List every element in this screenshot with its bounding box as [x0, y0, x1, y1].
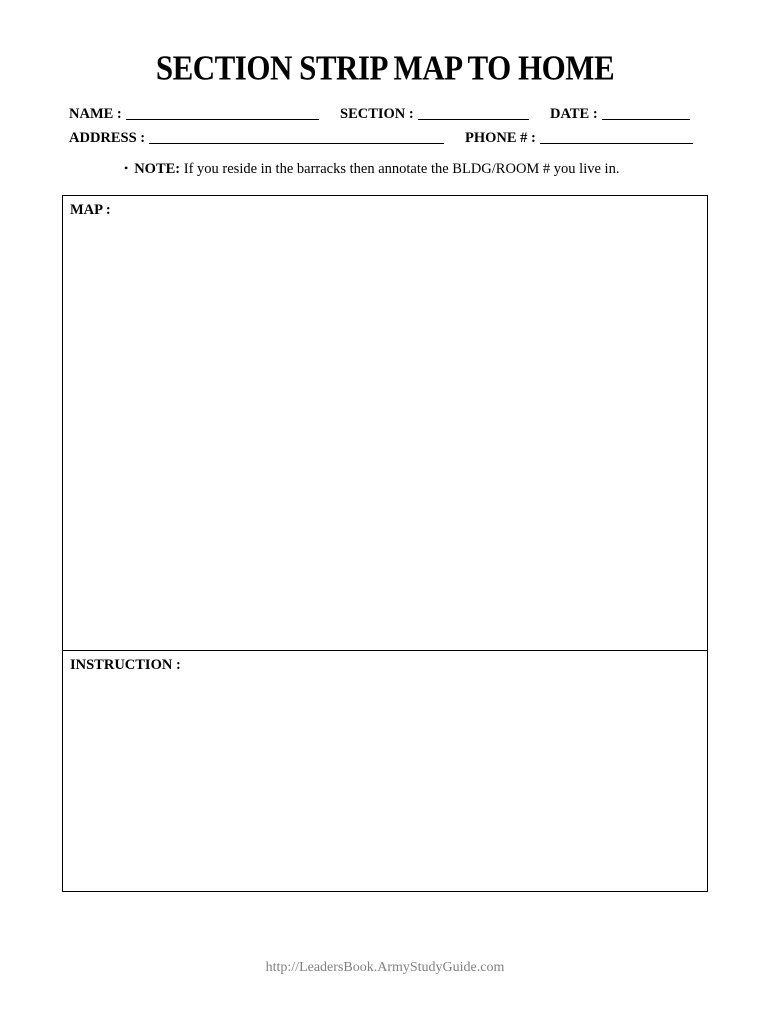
bullet-icon: • [124, 161, 129, 175]
name-line[interactable] [126, 118, 319, 120]
section-line[interactable] [418, 118, 529, 120]
footer-url: http://LeadersBook.ArmyStudyGuide.com [265, 960, 505, 975]
name-field [69, 106, 319, 123]
date-line[interactable] [602, 118, 690, 120]
section-label: SECTION : [340, 106, 414, 122]
map-box[interactable] [62, 195, 708, 651]
address-field [69, 130, 444, 147]
page-title: SECTION STRIP MAP TO HOME [155, 48, 615, 88]
address-line[interactable] [149, 142, 444, 144]
date-label: DATE : [550, 106, 598, 122]
instruction-box[interactable] [62, 650, 708, 892]
phone-line[interactable] [540, 142, 693, 144]
section-field [340, 106, 529, 123]
note-label: NOTE: [134, 161, 181, 177]
map-label: MAP : [70, 202, 111, 218]
instruction-label: INSTRUCTION : [70, 657, 181, 673]
name-label: NAME : [69, 106, 122, 122]
phone-field [465, 130, 693, 147]
note-text: If you reside in the barracks then annotate the BLDG/ROOM # you live in. [183, 161, 620, 177]
date-field [550, 106, 690, 123]
address-label: ADDRESS : [69, 130, 146, 146]
phone-label: PHONE # : [465, 130, 536, 146]
note [124, 161, 619, 178]
